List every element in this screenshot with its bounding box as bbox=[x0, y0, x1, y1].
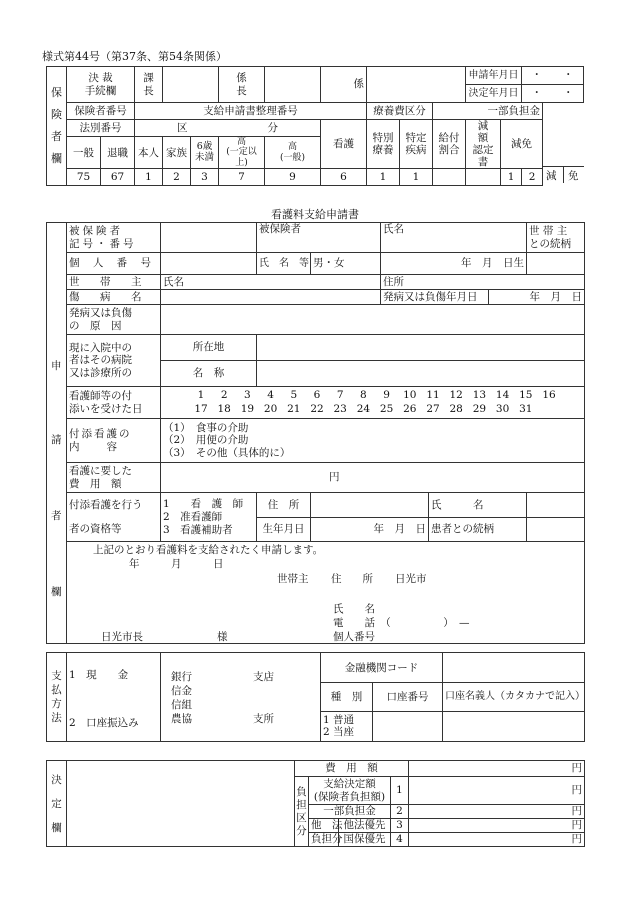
kanja-zokugara-label: 患者との続柄 bbox=[429, 517, 527, 542]
kango-label: 看護 bbox=[321, 120, 367, 169]
gen-label: 減 bbox=[546, 170, 557, 182]
insurer-section bbox=[46, 66, 584, 186]
setainushi-zokugara-label: 世 帯 主 との続柄 bbox=[527, 223, 585, 253]
kubun-label: 区 分 bbox=[135, 120, 321, 137]
gen-men-sublabels bbox=[542, 166, 584, 183]
kakari-stamp[interactable] bbox=[367, 67, 466, 103]
day-17[interactable]: 17 bbox=[194, 402, 208, 415]
naiyo-item-2: （2） 用便の介助 bbox=[163, 434, 249, 447]
decision-date-label: 決定年月日 bbox=[466, 85, 522, 103]
day-16[interactable]: 16 bbox=[542, 388, 556, 401]
col-taishoku: 退職 bbox=[101, 137, 135, 169]
day-12[interactable]: 12 bbox=[449, 388, 463, 401]
code-tokutei: 1 bbox=[400, 169, 433, 186]
jusho2-label: 住 所 bbox=[257, 493, 311, 518]
code-taishoku: 67 bbox=[101, 169, 135, 186]
day-22[interactable]: 22 bbox=[310, 402, 324, 415]
hihokensha-kigo-field[interactable] bbox=[161, 223, 257, 253]
payment-method-cell[interactable] bbox=[67, 653, 161, 742]
tokubetsu-ryoyo-label: 特別 療養 bbox=[367, 120, 400, 169]
day-25[interactable]: 25 bbox=[379, 402, 394, 415]
day-9[interactable]: 9 bbox=[383, 388, 390, 401]
zokugara-field[interactable] bbox=[527, 253, 585, 275]
transfer-option[interactable]: 2 口座振込み bbox=[69, 717, 139, 729]
ryoyouhi-kubun-label: 療養費区分 bbox=[367, 103, 433, 120]
code-6sai: 3 bbox=[191, 169, 219, 186]
day-20[interactable]: 20 bbox=[263, 402, 278, 415]
shikaku-item-1: 1 看 護 師 bbox=[163, 497, 244, 510]
nokyo-label: 農協 bbox=[171, 713, 192, 725]
kacho-label: 課 長 bbox=[135, 67, 163, 103]
ginko-label: 銀行 bbox=[171, 671, 192, 683]
days-grid bbox=[161, 388, 584, 418]
code-tokubetsu: 1 bbox=[367, 169, 400, 186]
taho-yusen-label: 他法優先 bbox=[339, 819, 391, 833]
hiyo-gaku-field[interactable]: 円 bbox=[409, 761, 585, 777]
kyufu-wariai-label: 給付 割合 bbox=[433, 120, 466, 169]
meisho-field[interactable] bbox=[257, 361, 585, 387]
mayor-label: 日光市長 bbox=[101, 631, 143, 643]
num-2: 2 bbox=[391, 805, 409, 819]
kokuho-yusen-field[interactable]: 円 bbox=[409, 833, 585, 847]
setainushi-label: 世 帯 主 bbox=[67, 275, 161, 290]
col-ippan: 一般 bbox=[67, 137, 101, 169]
shozaichi-field[interactable] bbox=[257, 335, 585, 361]
shimei-to-label: 氏 名 等 bbox=[257, 253, 311, 275]
day-4[interactable]: 4 bbox=[267, 388, 274, 401]
decision-side-label: 決 定 欄 bbox=[47, 761, 67, 847]
seiri-bango-label: 支給申請書整理番号 bbox=[135, 103, 367, 120]
kakari-label: 係 bbox=[321, 67, 367, 103]
num-4: 4 bbox=[391, 833, 409, 847]
seinengappi-field[interactable]: 年 月 日 bbox=[311, 517, 429, 542]
naiyo-item-1: （1） 食事の介助 bbox=[163, 422, 249, 435]
sama-label: 様 bbox=[217, 631, 228, 643]
declaration-date[interactable]: 年 月 日 bbox=[129, 558, 224, 570]
days-field[interactable] bbox=[161, 387, 585, 419]
gengaku-ninteisho-label: 減 額 認定書 bbox=[466, 120, 501, 169]
day-2[interactable]: 2 bbox=[220, 388, 228, 401]
jusho2-field[interactable] bbox=[311, 493, 429, 518]
ichibu-field[interactable]: 円 bbox=[409, 805, 585, 819]
shikyu-kettei-label: 支給決定額 (保険者負担額) bbox=[309, 777, 391, 805]
meigi-label: 口座名義人（カタカナで記入） bbox=[443, 683, 585, 711]
day-23[interactable]: 23 bbox=[333, 402, 347, 415]
day-21[interactable]: 21 bbox=[287, 402, 301, 415]
naiyo-field[interactable] bbox=[161, 419, 585, 463]
kakaricho-label: 係 長 bbox=[219, 67, 265, 103]
request-date-label: 申請年月日 bbox=[466, 67, 522, 85]
gen-in-field[interactable] bbox=[161, 305, 585, 335]
koza-bango-field[interactable] bbox=[373, 711, 443, 741]
shubetsu-options[interactable] bbox=[321, 711, 373, 741]
code-kyufu[interactable] bbox=[433, 169, 466, 186]
code-ippan: 75 bbox=[67, 169, 101, 186]
applicant-section bbox=[46, 222, 585, 644]
kakaricho-stamp[interactable] bbox=[265, 67, 321, 103]
hobetsu-bango-label: 法別番号 bbox=[67, 120, 135, 137]
day-19[interactable]: 19 bbox=[240, 402, 255, 415]
hihokensha-kigo-label: 被保険者 記号・番号 bbox=[67, 223, 161, 253]
day-15[interactable]: 15 bbox=[519, 388, 533, 401]
kikan-code-label: 金融機関コード bbox=[321, 653, 443, 683]
day-8[interactable]: 8 bbox=[360, 388, 367, 401]
shobyomei-label: 傷 病 名 bbox=[67, 290, 161, 305]
hiyo-label: 看護に要した 費 用 額 bbox=[67, 463, 161, 493]
meigi-field[interactable] bbox=[443, 711, 585, 741]
shobyomei-field[interactable] bbox=[161, 290, 381, 305]
col-ko-ittei: 高 (一定以上) bbox=[219, 137, 265, 169]
kacho-stamp[interactable] bbox=[163, 67, 219, 103]
col-6sai: 6歳 未満 bbox=[191, 137, 219, 169]
day-24[interactable]: 24 bbox=[356, 402, 371, 415]
day-7[interactable]: 7 bbox=[336, 388, 344, 401]
birth-field[interactable]: 年 月 日生 bbox=[381, 253, 527, 275]
shikaku-item-2: 2 准看護師 bbox=[163, 510, 223, 523]
declaration-block bbox=[67, 542, 585, 644]
day-11[interactable]: 11 bbox=[426, 388, 440, 401]
day-26[interactable]: 26 bbox=[403, 402, 417, 415]
shinkin-label: 信金 bbox=[171, 685, 192, 697]
shikaku-item-3: 3 看護補助者 bbox=[163, 523, 233, 536]
code-kazoku: 2 bbox=[163, 169, 191, 186]
setainushi-shimei-field[interactable]: 氏名 bbox=[161, 275, 381, 290]
day-28[interactable]: 28 bbox=[449, 402, 463, 415]
declaration-text: 上記のとおり看護料を支給されたく申請します。 bbox=[93, 544, 324, 556]
day-5[interactable]: 5 bbox=[290, 388, 298, 401]
code-ko-ittei: 7 bbox=[219, 169, 265, 186]
kessai-tetsuzuki-label: 決 裁 手続欄 bbox=[67, 67, 135, 103]
kojin-bango2-label: 個人番号 bbox=[333, 631, 375, 643]
day-3[interactable]: 3 bbox=[244, 388, 251, 401]
num-3: 3 bbox=[391, 819, 409, 833]
shimei2-field[interactable] bbox=[527, 493, 585, 518]
naiyo-item-3: （3） その他（具体的に） bbox=[163, 446, 291, 459]
form-title: 看護料支給申請書 bbox=[271, 208, 359, 221]
kanja-zokugara-field[interactable] bbox=[527, 517, 585, 542]
day-13[interactable]: 13 bbox=[472, 388, 487, 401]
genmen-label: 減免 bbox=[501, 120, 543, 169]
shikaku-items[interactable] bbox=[161, 493, 257, 542]
decision-section bbox=[46, 760, 585, 847]
bank-name-cell[interactable] bbox=[161, 653, 321, 742]
denwa-label[interactable]: 電 話 （ ） — bbox=[333, 617, 470, 629]
ichibu-label: 一部負担金 bbox=[309, 805, 391, 819]
cash-option[interactable]: 1 現 金 bbox=[69, 669, 129, 681]
day-18[interactable]: 18 bbox=[217, 402, 231, 415]
col-honnin: 本人 bbox=[135, 137, 163, 169]
nyuin-label: 現に入院中の 者はその病院 又は診療所の bbox=[67, 335, 161, 387]
day-6[interactable]: 6 bbox=[313, 388, 321, 401]
shinkumi-label: 信組 bbox=[171, 699, 192, 711]
col-ko-ippan: 高 (一般) bbox=[265, 137, 321, 169]
day-10[interactable]: 10 bbox=[403, 388, 417, 401]
kikan-code-field[interactable] bbox=[443, 653, 585, 683]
form-number: 様式第44号（第37条、第54条関係） bbox=[42, 50, 227, 63]
col-kazoku: 家族 bbox=[163, 137, 191, 169]
meisho-label: 名 称 bbox=[161, 361, 257, 387]
decision-date-field[interactable]: ・ ・ bbox=[522, 85, 584, 103]
taho-yusen-field[interactable]: 円 bbox=[409, 819, 585, 833]
day-29[interactable]: 29 bbox=[472, 402, 487, 415]
day-30[interactable]: 30 bbox=[495, 402, 510, 415]
day-27[interactable]: 27 bbox=[426, 402, 440, 415]
code-ko-ippan: 9 bbox=[265, 169, 321, 186]
hassho-date-label: 発病又は負傷年月日 bbox=[381, 290, 489, 305]
setainushi-jusho-field[interactable]: 住所 bbox=[381, 275, 585, 290]
day-31[interactable]: 31 bbox=[519, 402, 533, 415]
tokutei-shippei-label: 特定 疾病 bbox=[400, 120, 433, 169]
hokensha-bango-label: 保険者番号 bbox=[67, 103, 135, 120]
shisho-label: 支所 bbox=[253, 713, 274, 725]
seinengappi-label: 生年月日 bbox=[257, 517, 311, 542]
kojin-bango-label: 個 人 番 号 bbox=[67, 253, 161, 275]
city-label: 日光市 bbox=[395, 573, 427, 585]
day-14[interactable]: 14 bbox=[495, 388, 510, 401]
hiyo-gaku-label: 費 用 額 bbox=[295, 761, 409, 777]
kangoshi-hi-label: 看護師等の付 添いを受けた日 bbox=[67, 387, 161, 419]
taho-label: 他 法 bbox=[309, 819, 339, 833]
futsu-option[interactable]: 1 普通 bbox=[323, 714, 355, 727]
shimei3-label: 氏 名 bbox=[333, 603, 375, 615]
applicant-side-label: 申 請 者 欄 bbox=[47, 223, 67, 644]
sex-field[interactable]: 男・女 bbox=[311, 253, 381, 275]
hihokensha-label: 被保険者 bbox=[259, 223, 301, 235]
hassho-date-field[interactable]: 年 月 日 bbox=[489, 290, 585, 305]
code-honnin: 1 bbox=[135, 169, 163, 186]
tsukisoi-naiyo-label: 付添看護の 内 容 bbox=[67, 419, 161, 463]
ichibu-futankin-label: 一部負担金 bbox=[433, 103, 543, 120]
kokuho-yusen-label: 国保優先 bbox=[339, 833, 391, 847]
day-1[interactable]: 1 bbox=[197, 388, 205, 401]
hiyo-field[interactable]: 円 bbox=[161, 463, 585, 493]
code-gengaku[interactable] bbox=[466, 169, 501, 186]
koza-bango-label: 口座番号 bbox=[373, 683, 443, 711]
setainushi-address-label: 世帯主 bbox=[277, 573, 309, 585]
kojin-bango-field[interactable] bbox=[161, 253, 257, 275]
shozaichi-label: 所在地 bbox=[161, 335, 257, 361]
shiten-label: 支店 bbox=[253, 671, 274, 683]
men-label: 免 bbox=[568, 170, 579, 182]
shimei-field[interactable]: 氏名 bbox=[381, 223, 527, 253]
payment-side-label: 支 払 方 法 bbox=[47, 653, 67, 742]
shikaku-label: 付添看護を行う 者の資格等 bbox=[67, 493, 161, 542]
hihokensha-name-cell bbox=[257, 223, 381, 253]
gen-in-label: 発病又は負傷 の 原 因 bbox=[67, 305, 161, 335]
code-gen: 1 bbox=[501, 169, 522, 186]
request-date-field[interactable]: ・ ・ bbox=[522, 67, 584, 85]
shubetsu-label: 種 別 bbox=[321, 683, 373, 711]
payment-section bbox=[46, 652, 585, 742]
decision-stamp-field[interactable] bbox=[67, 761, 295, 847]
futan-kubun-label: 負 担 区 分 bbox=[295, 777, 309, 847]
futanbun-label: 負担分 bbox=[309, 833, 339, 847]
toza-option[interactable]: 2 当座 bbox=[323, 726, 355, 739]
num-1: 1 bbox=[391, 777, 409, 805]
jusho3-label: 住 所 bbox=[331, 573, 373, 585]
shimei2-label: 氏 名 bbox=[429, 493, 527, 518]
shikyu-kettei-field[interactable]: 円 bbox=[409, 777, 585, 805]
insurer-side-label: 保 険 者 欄 bbox=[47, 67, 67, 186]
code-kango: 6 bbox=[321, 169, 367, 186]
code-men: 2 bbox=[522, 169, 543, 186]
